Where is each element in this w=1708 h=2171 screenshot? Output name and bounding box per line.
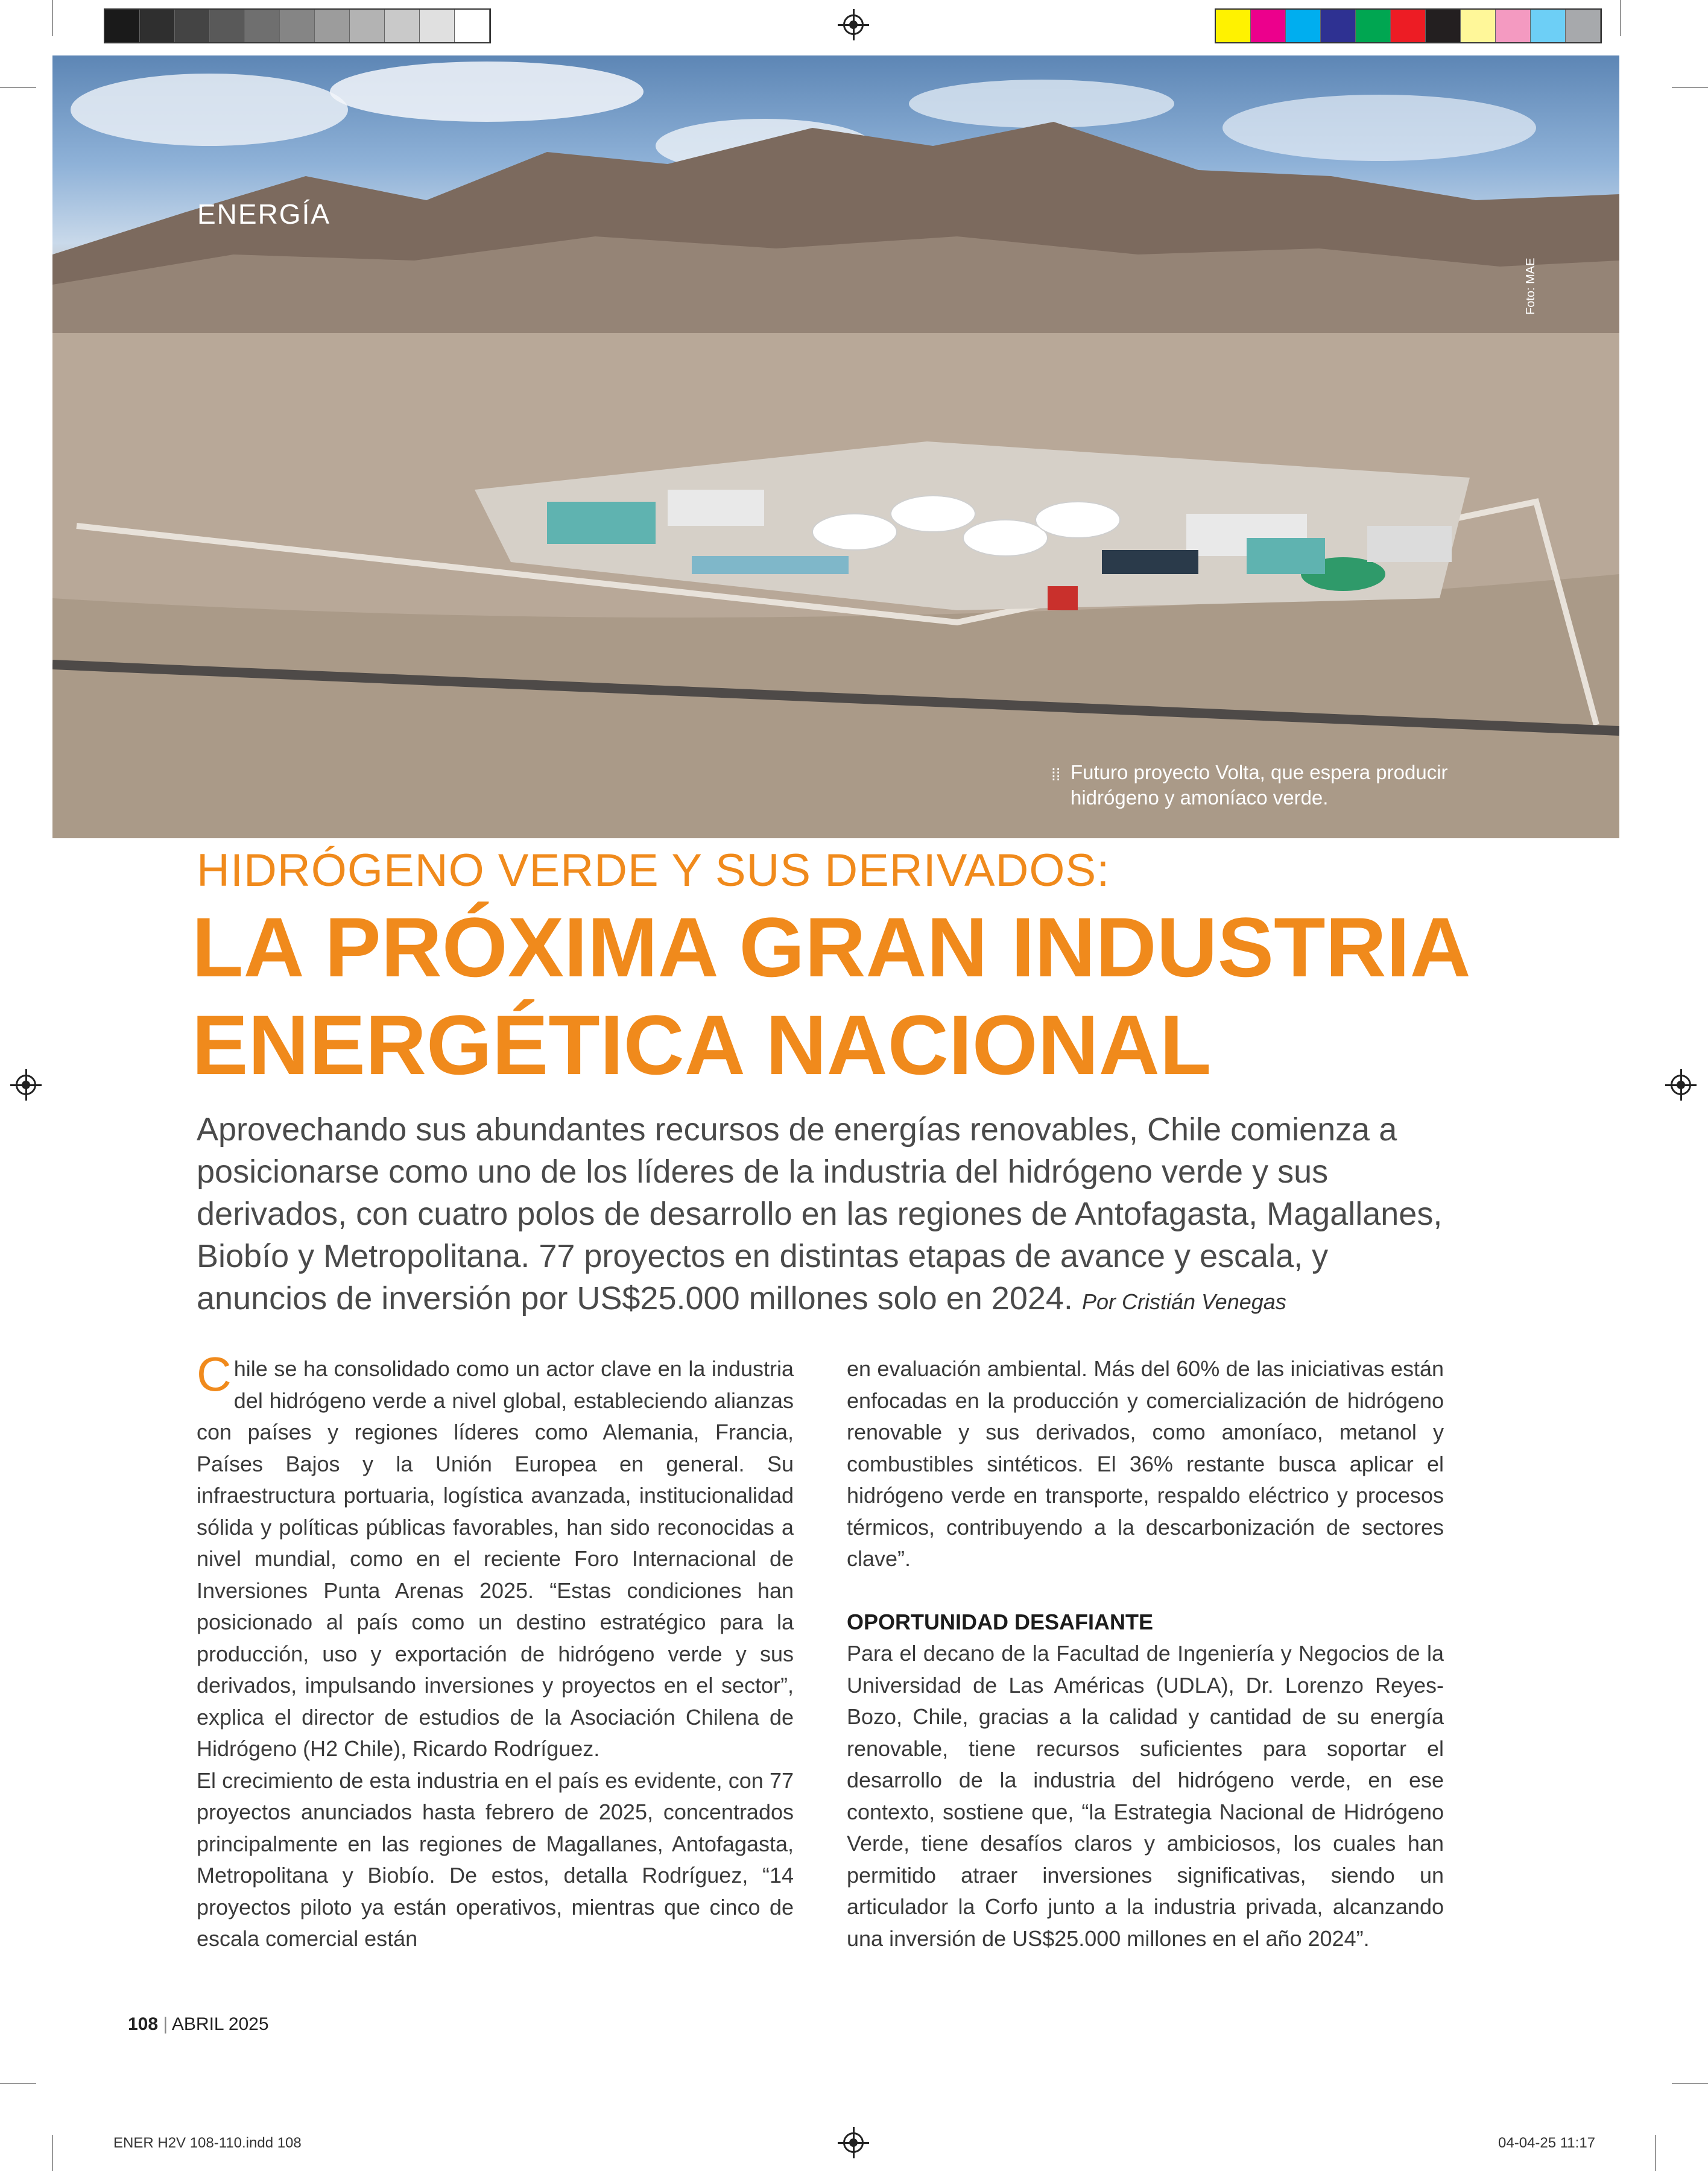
color-swatch <box>1251 10 1286 42</box>
headline-line-2: ENERGÉTICA NACIONAL <box>192 997 1212 1092</box>
body-paragraph: El crecimiento de esta industria en el país es evidente, con 77 proyectos anunciados hasta febrero de 2025, concentrados principalmente en las regiones de Magallanes, Antofagasta, Metropolitana y Biobío. De estos, detalla Rodríguez, “14 proyectos piloto ya están operativos, mientras que cinco de escala comercial están <box>197 1768 794 1951</box>
section-subhead: OPORTUNIDAD DESAFIANTE <box>847 1609 1154 1634</box>
headline-line-1: LA PRÓXIMA GRAN INDUSTRIA <box>192 900 1471 994</box>
paragraph-text: hile se ha consolidado como un actor clave en la industria del hidrógeno verde a nivel global, estableciendo alianzas con países y regiones líderes como Alemania, Francia, Países Bajos y la Unión Europea en general. Su infraestructura portuaria, logística avanzada, institucionalidad sólida y políticas públicas favorables, han sido reconocidas a nivel mundial, como en el reciente Foro Internacional de Inversiones Punta Arenas 2025. “Estas condiciones han posicionado al país como un destino estratégico para la producción, uso y exportación de hidrógeno verde y sus derivados, impulsando inversiones y proyectos en el sector”, explica el director de estudios de la Asociación Chilena de Hidrógeno (H2 Chile), Ricardo Rodríguez. <box>197 1356 794 1761</box>
registration-mark-icon <box>1671 1075 1691 1095</box>
color-swatch <box>455 10 490 42</box>
body-paragraph <box>197 1347 794 1765</box>
hero-photo <box>52 55 1619 838</box>
crop-mark <box>1620 0 1621 36</box>
color-swatch <box>1321 10 1356 42</box>
color-swatch <box>315 10 350 42</box>
color-swatch <box>1531 10 1566 42</box>
color-swatch <box>1461 10 1496 42</box>
article-kicker: HIDRÓGENO VERDE Y SUS DERIVADOS: <box>197 845 1110 896</box>
registration-mark-icon <box>16 1075 36 1095</box>
registration-mark-icon <box>843 2132 864 2153</box>
color-swatch <box>105 10 140 42</box>
registration-mark-icon <box>843 14 864 35</box>
section-label: ENERGÍA <box>197 198 331 230</box>
folio-separator: | <box>163 2014 168 2034</box>
color-swatch <box>1391 10 1426 42</box>
grayscale-color-bar <box>104 8 491 43</box>
lead-text: Aprovechando sus abundantes recursos de energías renovables, Chile comienza a posicionarse como uno de los líderes de la industria del hidrógeno verde y sus derivados, con cuatro polos de desarrollo en las regiones de Antofagasta, Magallanes, Biobío y Metropolitana. 77 proyectos en distintas etapas de avance y escala, y anuncios de inversión por US$25.000 millones solo en 2024. <box>197 1111 1443 1316</box>
body-column-right <box>847 1353 1444 1955</box>
crop-mark <box>52 2135 53 2171</box>
color-swatch <box>210 10 245 42</box>
crop-mark <box>0 2083 36 2084</box>
color-swatch <box>1566 10 1601 42</box>
byline: Por Cristián Venegas <box>1081 1289 1286 1314</box>
color-swatch <box>1496 10 1531 42</box>
article-lead <box>197 1108 1445 1323</box>
color-swatch <box>140 10 175 42</box>
page-folio <box>128 2014 269 2035</box>
crop-mark <box>1655 2135 1656 2171</box>
color-swatch <box>385 10 420 42</box>
slug-file-name: ENER H2V 108-110.indd 108 <box>113 2135 302 2151</box>
color-swatch <box>245 10 280 42</box>
crop-mark <box>1672 87 1708 88</box>
body-paragraph: Para el decano de la Facultad de Ingeniería y Negocios de la Universidad de Las Américas (UDLA), Dr. Lorenzo Reyes-Bozo, Chile, gracias a la calidad y cantidad de su energía renovable, tiene recursos suficientes para soportar el desarrollo de la industria del hidrógeno verde, en ese contexto, sostiene que, “la Estrategia Nacional de Hidrógeno Verde, tiene desafíos claros y ambiciosos, los cuales han permitido atraer inversiones significativas, siendo un articulador la Corfo junto a la industria privada, alcanzando una inversión de US$25.000 millones en el año 2024”. <box>847 1641 1444 1951</box>
caption-marker-icon: ⁞⁞ <box>1051 765 1061 784</box>
slug-timestamp: 04-04-25 11:17 <box>1498 2135 1596 2151</box>
body-paragraph: en evaluación ambiental. Más del 60% de las iniciativas están enfocadas en la producción y comercialización de hidrógeno renovable y sus derivados, como amoníaco, metanol y combustibles sintéticos. El 36% restante busca aplicar el hidrógeno verde en transporte, respaldo eléctrico y procesos térmicos, contribuyendo a la descarbonización de sectores clave”. <box>847 1356 1444 1571</box>
crop-mark <box>0 87 36 88</box>
crop-mark <box>52 0 53 36</box>
color-swatch <box>1426 10 1461 42</box>
color-swatch <box>1216 10 1251 42</box>
photo-caption-text: Futuro proyecto Volta, que espera producir hidrógeno y amoníaco verde. <box>1071 761 1448 809</box>
color-swatch <box>420 10 455 42</box>
photo-credit: Foto: MAE <box>1524 258 1537 315</box>
issue-date: ABRIL 2025 <box>171 2014 269 2034</box>
page-number: 108 <box>128 2014 159 2034</box>
plant-illustration <box>52 55 1619 838</box>
color-swatch <box>175 10 210 42</box>
process-color-bar <box>1215 8 1602 43</box>
color-swatch <box>1356 10 1391 42</box>
drop-cap: C <box>197 1347 232 1401</box>
color-swatch <box>350 10 385 42</box>
article-headline <box>192 899 1471 1094</box>
color-swatch <box>280 10 315 42</box>
color-swatch <box>1286 10 1321 42</box>
crop-mark <box>1672 2083 1708 2084</box>
photo-caption <box>1051 760 1505 811</box>
body-column-left <box>197 1347 794 1955</box>
